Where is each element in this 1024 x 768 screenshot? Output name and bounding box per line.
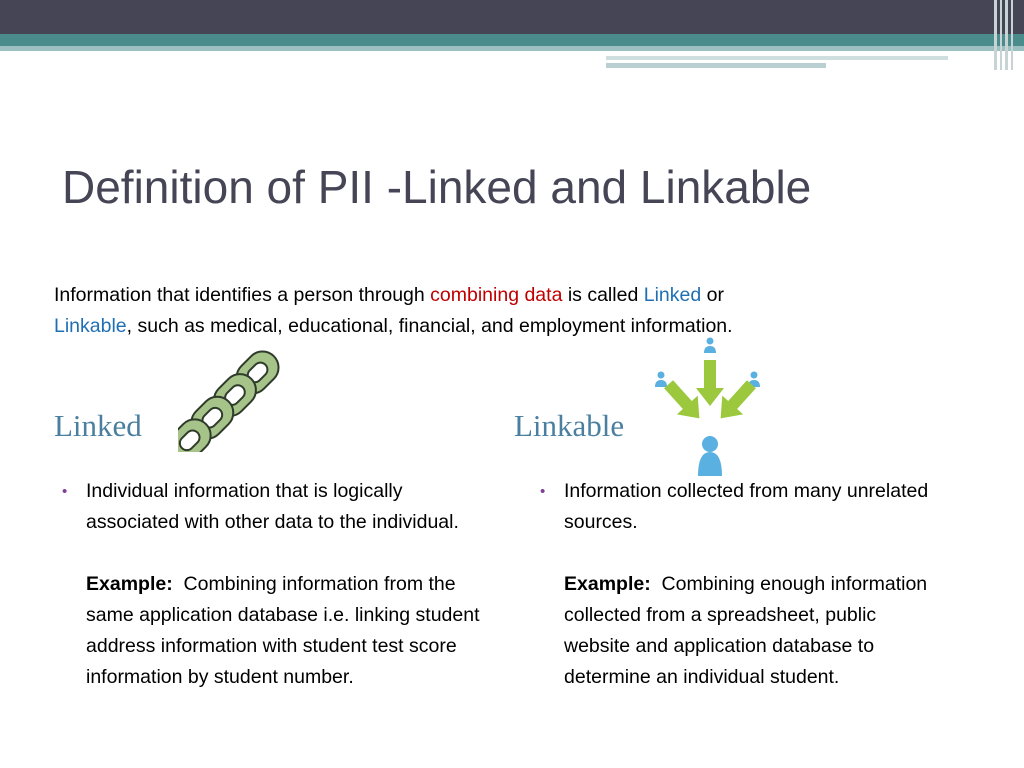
- header-accent-band: [0, 34, 1024, 46]
- header-bar: [0, 0, 1024, 34]
- linkable-bullet-item: [540, 476, 940, 693]
- linked-heading: Linked: [54, 408, 142, 443]
- linkable-content: [540, 476, 940, 693]
- linked-example-text: Combining information from the same application database i.e. linking student address information with student test score information by student number.: [86, 573, 480, 688]
- linked-bullet-item: [62, 476, 492, 693]
- header-vertical-lines: [990, 0, 1024, 70]
- intro-text-4: , such as medical, educational, financial, and employment information.: [126, 315, 733, 337]
- intro-paragraph: [54, 280, 934, 342]
- converging-arrows-person-icon: [650, 336, 766, 480]
- intro-term-linked: Linked: [643, 284, 702, 306]
- linked-content: [62, 476, 492, 693]
- header-accent-thin-band: [0, 46, 1024, 51]
- bullet-dot-icon: •: [540, 483, 546, 500]
- linked-example: [86, 569, 492, 693]
- intro-term-linkable: Linkable: [54, 315, 127, 337]
- linkable-heading: Linkable: [514, 408, 625, 443]
- linkable-example: [564, 569, 940, 693]
- linkable-bullet-text: Information collected from many unrelated sources.: [564, 480, 929, 533]
- chain-link-icon: [178, 348, 282, 452]
- intro-text-1: Information that identifies a person through: [54, 284, 431, 306]
- intro-text-2: is called: [562, 284, 644, 306]
- linkable-example-label: Example:: [564, 573, 651, 595]
- bullet-dot-icon: •: [62, 483, 68, 500]
- linked-bullet-text: Individual information that is logically associated with other data to the individual.: [86, 480, 459, 533]
- slide-title: Definition of PII -Linked and Linkable: [62, 161, 812, 213]
- linkable-example-text: Combining enough information collected from a spreadsheet, public website and application database to determine an individual student.: [564, 573, 928, 688]
- linked-example-label: Example:: [86, 573, 173, 595]
- header-stripe-short: [606, 63, 826, 68]
- intro-text-3: or: [701, 284, 724, 306]
- intro-highlight: combining data: [430, 284, 563, 306]
- header-stripe-long: [606, 56, 948, 60]
